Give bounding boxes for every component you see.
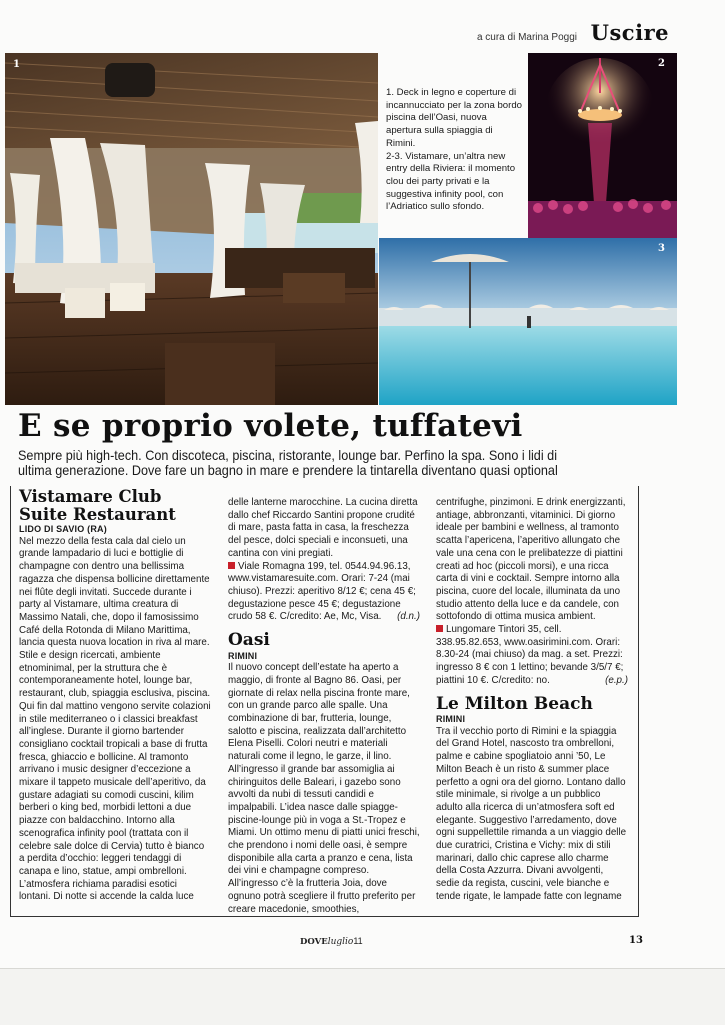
- photo-infinity-pool: [379, 238, 677, 405]
- photo-number-3: 3: [658, 243, 665, 254]
- venue-info-text: Viale Romagna 199, tel. 0544.94.96.13, www.vistamaresuite.com. Orari: 7-24 (mai chiuso). Prezzi: aperitivo 8/12 €; cena 45 €; degustazione pesce 45 €; degustazione crudo 58 €. C/credito: Ae, Mc, Visa.: [228, 560, 416, 623]
- scan-background: [0, 968, 725, 1025]
- footer-year: 11: [353, 936, 363, 946]
- venue-heading-milton-beach: Le Milton Beach: [436, 693, 593, 714]
- photo-number-2: 2: [658, 58, 665, 69]
- venue-heading-oasi: Oasi: [228, 630, 270, 651]
- venue-body-continued: centrifughe, pinzimoni. E drink energizzanti, antiage, abbronzanti, vitaminici. Di giorno ideale per bambini e wellness, al tramonto scatta l’apericena, l’aperitivo allungato che vale una cena con le prelibatezze di piattini creati ad hoc (piccoli morsi), e una ricca carta di vini e cocktail. Sempre intorno alla piscina, cuore del locale, illuminata da uno studio attento della luce e da candele, con sottofondo di ottima musica ambient.: [436, 497, 626, 623]
- venue-location: RIMINI: [228, 650, 258, 661]
- column-2: [228, 497, 420, 916]
- header-credit: a cura di Marina Poggi: [476, 32, 577, 43]
- article-title: E se proprio volete, tuffatevi: [18, 408, 523, 444]
- photo-chandelier-party: [528, 53, 677, 238]
- venue-heading-vistamare: Vistamare Club Suite Restaurant: [19, 487, 176, 524]
- pool-illustration: [379, 238, 677, 405]
- footer-issue: luglio: [327, 937, 354, 947]
- frame-right-rule: [638, 486, 639, 917]
- deck-illustration: [5, 53, 378, 405]
- column-1: [19, 488, 211, 904]
- page-number: 13: [629, 935, 643, 946]
- chandelier-illustration: [528, 53, 677, 238]
- footer-brand: [300, 936, 363, 947]
- photo-deck: [5, 53, 378, 405]
- venue-location: RIMINI: [436, 714, 466, 725]
- author-signature: (d.n.): [397, 611, 420, 623]
- venue-body: Nel mezzo della festa cala dal cielo un grande lampadario di luci e bottiglie di champagne con dentro una bellissima ragazza che dispensa bollicine direttamente nei flûte degli invitati. Succede durante i party al Vistamare, ultima creatura di Massimo Natali, che, dopo il famosissimo Café della Rotonda di Milano Marittima, lancia questa nuova location in riva al mare. Stile e design ricercati, ambiente etnominimal, per la struttura che è contemporaneamente hotel, lounge bar, restaurant, club, spiaggia esclusiva, piscina. Qui fin dal mattino vengono servite colazioni in stile mediterraneo o i classici breakfast all’inglese. Durante il giorno bartender consigliano cocktail tropicali a base di frutta fresca, ghiaccio e bollicine. Al tramonto arrivano i music designer d’eccezione a mixare il tappeto musicale dell’aperitivo, da gustare adagiati su comodi cuscini, kilim berberi o king bed, morbidi lettoni a due piazze con baldacchino. Intorno alla scenografica infinity pool (trattata con il celebre sale dolce di Cervia) tutto è bianco a perdita d’occhio: leggeri tendaggi di canapa e lino, statue, ampi ombrelloni. L’atmosfera richiama paradisi esotici lontani. Di notte si accende la calda luce: [19, 535, 211, 903]
- venue-info-text: Lungomare Tintori 35, cell. 338.95.82.653, www.oasirimini.com. Orari: 8.30-24 (mai chiuso) da mag. a set. Prezzi: ingresso 8 € con 1 lettino; bevande 3/5/7 €; piattini 10 €. C/credito: no.: [436, 624, 624, 686]
- venue-body-continued: delle lanterne marocchine. La cucina diretta dallo chef Riccardo Santini propone crudité di mare, pasta fatta in casa, la freschezza del pesce, dolci speciali e inconsueti, una cantina con vini pregiati.: [228, 497, 418, 559]
- info-bullet-square: [228, 562, 235, 569]
- photo-caption: [386, 87, 522, 214]
- frame-left-rule: [10, 486, 11, 916]
- venue-body: Il nuovo concept dell’estate ha aperto a maggio, di fronte al Bagno 86. Oasi, per giornate di relax nella piscina fronte mare, con un grande parco alle spalle. Una combinazione di bar, frutteria, lounge, salotto e piscina, realizzata dall’architetto Elena Piselli. Colori neutri e materiali naturali come il legno, le garze, il lino. All’ingresso il grande bar assomiglia ai chiringuitos delle Baleari, i gazebo sono avvolti da nubi di tessuti candidi e impalpabili. L’idea nasce dalle spiagge-piscine-lounge più in voga a St.-Tropez e Miami. Un ottimo menu di piatti unici freschi, che prendono i nomi delle oasi, è sempre disponibile alla carta a pranzo e cena, lista dei vini e champagne compreso. All’ingresso c’è la frutteria Joia, dove ognuno potrà scegliere il frutto preferito per creare macedonie, smoothies,: [228, 662, 420, 915]
- author-signature: (e.p.): [605, 674, 628, 686]
- footer-brand-name: DOVE: [300, 937, 328, 947]
- section-title: Uscire: [590, 20, 669, 45]
- caption-1: 1. Deck in legno e coperture di incannucciato per la zona bordo piscina dell’Oasi, nuova apertura sulla spiaggia di Rimini.: [386, 87, 523, 149]
- photo-number-1: 1: [13, 59, 20, 70]
- article-subtitle: Sempre più high-tech. Con discoteca, piscina, ristorante, lounge bar. Perfino la spa. Sono i lidi di ultima generazione. Dove fare un bagno in mare e prendere la tintarella diventano quasi optional: [18, 448, 558, 478]
- info-bullet-square: [436, 625, 443, 632]
- venue-info: [436, 624, 628, 688]
- venue-location: LIDO DI SAVIO (RA): [19, 524, 107, 534]
- venue-body: Tra il vecchio porto di Rimini e la spiaggia del Grand Hotel, nascosto tra ombrelloni, palme e cabine spogliatoio anni ’50, Le Milton Beach è un risto & summer place perfetto a ogni ora del giorno. Lontano dallo stile minimale, si rivolge a un pubblico adulto alla ricerca di un’atmosfera soft ed elegante. Suggestivo l’arredamento, dove ogni suppellettile rimanda a un viaggio delle due curatrici, Cristina e Vichy: mix di stili marinari, dallo chic caprese allo charme della Costa Azzurra. Divani avvolgenti, sedie da regista, cuscini, vele bianche e tende rigate, le lampade fatte con legname: [436, 725, 627, 902]
- venue-info: [228, 561, 420, 625]
- caption-2-3: 2-3. Vistamare, un’altra new entry della Riviera: il momento clou dei party privati e la suggestiva infinity pool, con l’Adriatico sullo sfondo.: [386, 150, 516, 213]
- column-3: [436, 497, 628, 904]
